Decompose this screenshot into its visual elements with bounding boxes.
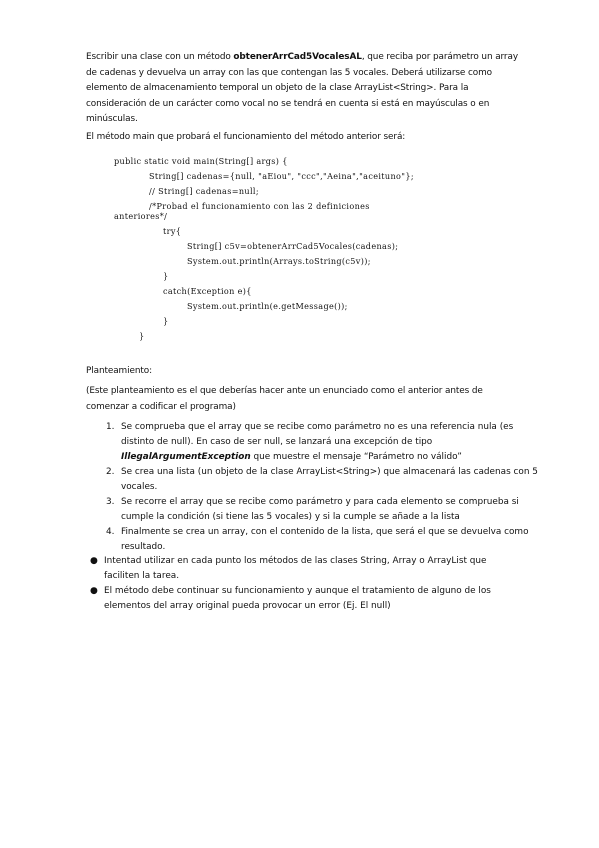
step-number: 1. (106, 422, 115, 432)
code-line: /*Probad el funcionamiento con las 2 definiciones (149, 201, 370, 211)
intro-text-after: , que reciba por parámetro un array de cadenas y devuelva un array con las que contengan las 5 vocales. Deberá utilizarse como elemento de almacenamiento temporal un objeto de la clase ArrayList<String>. Para la consideración de un carácter como vocal no se tendrá en cuenta si está en mayúsculas o en minúsculas. (86, 52, 518, 124)
bullet-text: Intentad utilizar en cada punto los métodos de las clases String, Array o ArrayList que faciliten la tarea. (104, 556, 487, 582)
exception-name: IllegalArgumentException (121, 452, 251, 463)
code-line: String[] c5v=obtenerArrCad5Vocales(cadenas); (187, 241, 399, 251)
code-block (0, 0, 599, 341)
code-line: } (163, 316, 169, 326)
method-name: obtenerArrCad5VocalesAL (233, 52, 362, 62)
bullet-text: El método debe continuar su funcionamiento y aunque el tratamiento de alguno de los elementos del array original pueda provocar un error (Ej. El null) (104, 586, 491, 612)
step-text-after: que muestre el mensaje “Parámetro no válido” (250, 452, 462, 463)
code-line: public static void main(String[] args) { (114, 156, 288, 166)
step-number: 2. (106, 467, 115, 477)
step-text: Se crea una lista (un objeto de la clase ArrayList<String>) que almacenará las cadenas con 5 vocales. (121, 467, 538, 493)
step-text (121, 420, 539, 466)
code-line: String[] cadenas={null, "aEiou", "ccc","Aeina","aceituno"}; (149, 171, 414, 181)
planteamiento-title: Planteamiento: (86, 366, 152, 376)
step-number: 3. (106, 497, 115, 507)
code-line: } (163, 271, 169, 281)
code-line: } (139, 331, 145, 341)
step-number: 4. (106, 527, 115, 537)
step-text: Finalmente se crea un array, con el contenido de la lista, que será el que se devuelva como resultado. (121, 527, 529, 553)
code-line: // String[] cadenas=null; (149, 186, 259, 196)
code-line: anteriores*/ (114, 211, 168, 221)
code-line: System.out.println(e.getMessage()); (187, 301, 348, 311)
planteamiento-note: (Este planteamiento es el que deberías hacer ante un enunciado como el anterior antes de comenzar a codificar el programa) (86, 386, 483, 412)
code-line: try{ (163, 226, 182, 236)
step-text: Se recorre el array que se recibe como parámetro y para cada elemento se comprueba si cumple la condición (si tiene las 5 vocales) y si la cumple se añade a la lista (121, 497, 519, 523)
intro-text-before: Escribir una clase con un método (86, 52, 234, 62)
bullet-icon: ● (90, 586, 98, 596)
code-line: System.out.println(Arrays.toString(c5v)); (187, 256, 371, 266)
main-intro-text: El método main que probará el funcionamiento del método anterior será: (86, 132, 406, 142)
code-line: catch(Exception e){ (163, 286, 252, 296)
step-text-before: Se comprueba que el array que se recibe como parámetro no es una referencia nula (es distinto de null). En caso de ser null, se lanzará una excepción de tipo (121, 422, 514, 448)
bullet-icon: ● (90, 556, 98, 566)
